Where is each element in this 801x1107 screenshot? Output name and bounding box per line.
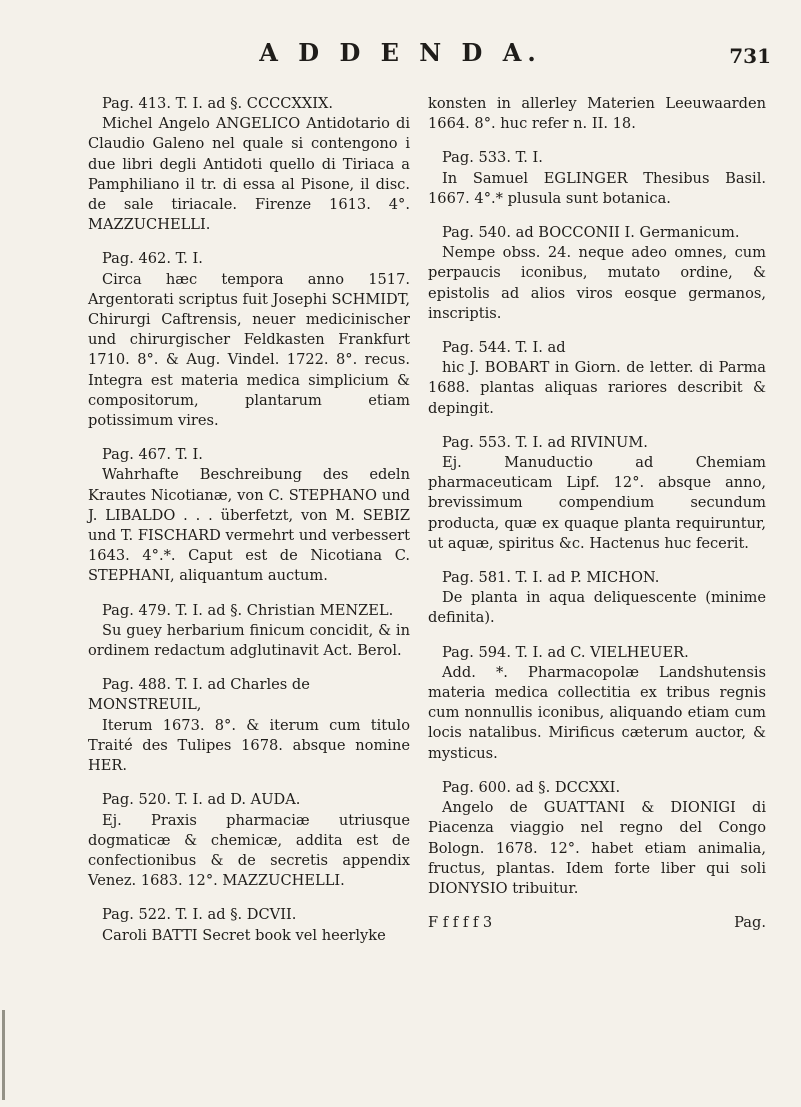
page-footer (428, 913, 766, 933)
page-number: 731 (729, 44, 771, 68)
entry (428, 643, 766, 764)
entry-text: Ej. Praxis pharmaciæ utriusque dogmaticæ & chemicæ, addita est de confectionibus & de secretis appendix Venez. 1683. 12°. MAZZUCHELLI. (88, 811, 410, 890)
entry (428, 433, 766, 554)
entry-text: konsten in allerley Materien Leeuwaarden 1664. 8°. huc refer n. II. 18. (428, 95, 766, 133)
entry (88, 675, 410, 776)
entry (88, 790, 410, 891)
entry (428, 223, 766, 324)
entry-reference: Pag. 522. T. I. ad §. DCVII. (102, 906, 297, 924)
entry-reference: Pag. 520. T. I. ad D. AUDA. (102, 791, 301, 809)
entry (428, 338, 766, 419)
entry-reference: Pag. 479. T. I. ad §. Christian MENZEL. (102, 601, 394, 619)
entry-reference: Pag. 462. T. I. (102, 250, 203, 268)
entry-reference: Pag. 544. T. I. ad (442, 339, 566, 357)
entry-text: De planta in aqua deliquescente (minime definita). (428, 589, 766, 627)
entry-reference: Pag. 533. T. I. (442, 149, 543, 167)
entry-reference: Pag. 540. ad BOCCONII I. Germanicum. (442, 224, 740, 242)
entry-text: Su guey herbarium finicum concidit, & in ordinem redactum adglutinavit Act. Berol. (88, 621, 410, 660)
entry-text: Angelo de GUATTANI & DIONIGI di Piacenza viaggio nel regno del Congo Bologn. 1678. 12°. habet etiam animalia, fructus, plantas. Idem forte liber qui soli DIONYSIO tribuitur. (428, 799, 766, 897)
entry (428, 94, 766, 134)
entry-text: Iterum 1673. 8°. & iterum cum titulo Traité des Tulipes 1678. absque nomine HER. (88, 716, 410, 775)
catchword: Pag. (734, 914, 766, 932)
right-column (428, 94, 766, 933)
entry-reference: Pag. 413. T. I. ad §. CCCCXXIX. (102, 95, 334, 112)
signature-mark: F f f f f 3 (428, 914, 493, 932)
entry (88, 601, 410, 662)
entry (428, 778, 766, 899)
entry-text: hic J. BOBART in Giorn. de letter. di Parma 1688. plantas aliquas rariores describit & depingit. (428, 359, 766, 417)
entry-text: In Samuel EGLINGER Thesibus Basil. 1667. 4°.* plusula sunt botanica. (428, 169, 766, 207)
margin-mark (2, 1010, 5, 1100)
entry-reference: Pag. 600. ad §. DCCXXI. (442, 778, 621, 796)
entry-text: Caroli BATTI Secret book vel heerlyke (102, 926, 386, 944)
entry-text: Circa hæc tempora anno 1517. Argentorati scriptus fuit Josephi SCHMIDT, Chirurgi Caftrensis, neuer medicinischer und chirurgischer Feldkasten Frankfurt 1710. 8°. & Aug. Vindel. 1722. 8°. recus. Integra est materia medica simplicium & compositorum, plantarum etiam potissimum vires. (88, 270, 410, 430)
entry (428, 148, 766, 209)
running-head: A D D E N D A. (259, 38, 542, 67)
entry-reference: Pag. 488. T. I. ad Charles de MONSTREUIL, (88, 676, 310, 714)
entry (88, 249, 410, 431)
entry-reference: Pag. 581. T. I. ad P. MICHON. (442, 569, 660, 587)
entry-text: Michel Angelo ANGELICO Antidotario di Claudio Galeno nel quale si contengono i due libri degli Antidoti quello di Tiriaca a Pamphiliano il tr. di essa al Pisone, il disc. de sale tiriacale. Firenze 1613. 4°. MAZZUCHELLI. (88, 115, 410, 234)
entry (88, 94, 410, 235)
entry-reference: Pag. 467. T. I. (102, 446, 203, 464)
entry-text: Nempe obss. 24. neque adeo omnes, cum perpaucis iconibus, mutato ordine, & epistolis ad alios viros eosque germanos, inscriptis. (428, 244, 766, 322)
entry (88, 445, 410, 586)
entry-text: Add. *. Pharmacopolæ Landshutensis materia medica collectitia ex tribus regnis cum nonnullis iconibus, aliquando etiam cum locis natalibus. Mirificus cæterum auctor, & mysticus. (428, 663, 766, 762)
left-column (88, 94, 410, 960)
entry-text: Wahrhafte Beschreibung des edeln Krautes Nicotianæ, von C. STEPHANO und J. LIBALDO . . . überfetzt, von M. SEBIZ und T. FISCHARD vermehrt und verbessert 1643. 4°.*. Caput est de Nicotiana C. STEPHANI, aliquantum auctum. (88, 466, 410, 585)
entry-reference: Pag. 594. T. I. ad C. VIELHEUER. (442, 643, 689, 661)
entry-text: Ej. Manuductio ad Chemiam pharmaceuticam Lipf. 12°. absque anno, brevissimum compendium secundum producta, quæ ex quaque planta requiruntur, ut aquæ, spiritus &c. Hactenus huc fecerit. (428, 454, 766, 552)
entry (88, 905, 410, 945)
entry-reference: Pag. 553. T. I. ad RIVINUM. (442, 433, 648, 451)
entry (428, 568, 766, 629)
